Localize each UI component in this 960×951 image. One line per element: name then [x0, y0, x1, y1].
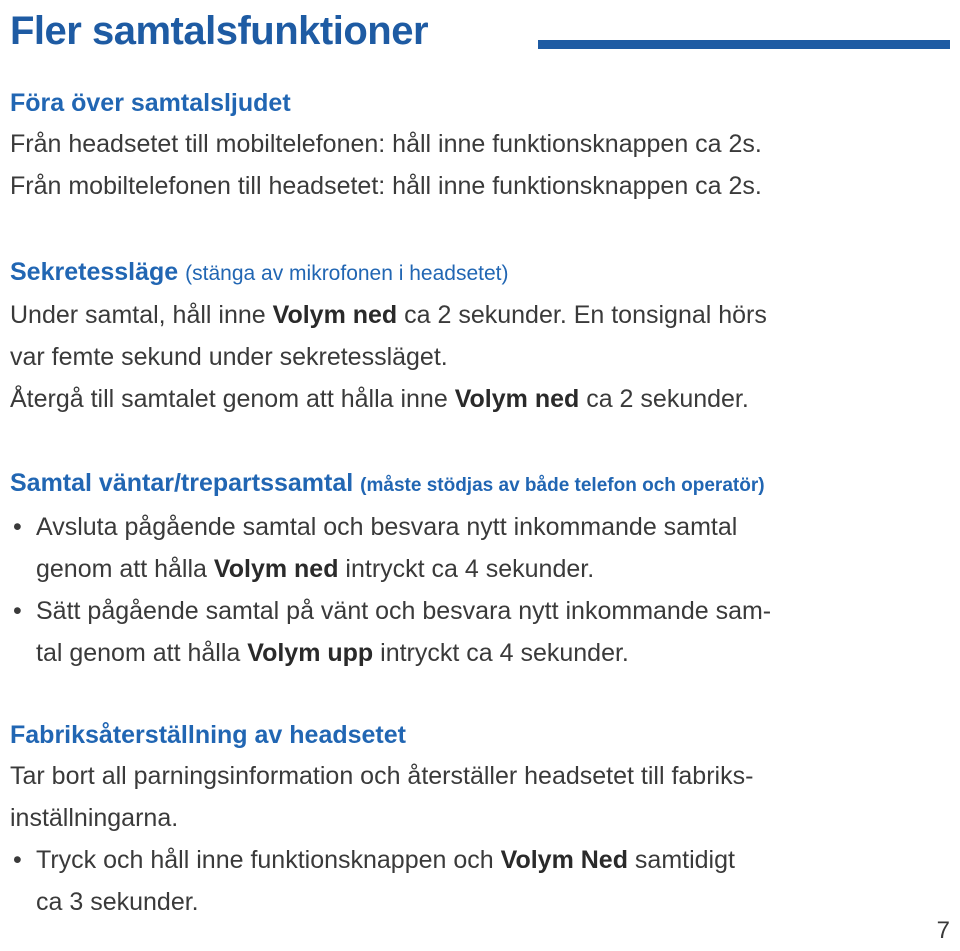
heading-text: Samtal väntar/trepartssamtal — [10, 469, 354, 497]
page-title: Fler samtalsfunktioner — [10, 9, 429, 53]
paragraph-line: Avsluta pågående samtal och besvara nytt inkommande samtal — [36, 513, 738, 541]
text-run: Tryck och håll inne funktionsknappen och — [36, 846, 501, 874]
paragraph-line: var femte sekund under sekretessläget. — [10, 343, 448, 371]
list-item — [10, 590, 950, 674]
heading-note: (stänga av mikrofonen i headsetet) — [185, 262, 509, 285]
page-number: 7 — [936, 917, 950, 944]
bullet-marker: • — [13, 846, 22, 874]
list-item — [10, 839, 950, 923]
paragraph-line: Sätt pågående samtal på vänt och besvara nytt inkommande sam- — [36, 597, 772, 625]
text-run: Under samtal, håll inne — [10, 301, 273, 329]
paragraph-line — [36, 839, 950, 881]
bullet-marker: • — [13, 597, 22, 625]
page-header — [10, 6, 950, 56]
section-mute-mode — [10, 252, 950, 420]
key-name: Volym ned — [272, 301, 398, 329]
list-item — [10, 506, 950, 590]
text-run: ca 2 sekunder. — [579, 385, 749, 413]
text-run: intryckt ca 4 sekunder. — [373, 639, 629, 667]
heading-note: (måste stödjas av både telefon och operatör) — [360, 475, 765, 496]
paragraph-line: Från mobiltelefonen till headsetet: håll inne funktionsknappen ca 2s. — [10, 172, 762, 200]
paragraph-line — [36, 632, 950, 674]
key-name: Volym Ned — [500, 846, 628, 874]
key-name: Volym ned — [454, 385, 580, 413]
key-name: Volym ned — [213, 555, 339, 583]
paragraph-line: ca 3 sekunder. — [36, 888, 199, 916]
section-heading: Föra över samtalsljudet — [10, 89, 291, 117]
text-run: Återgå till samtalet genom att hålla inne — [10, 385, 455, 413]
section-heading: Fabriksåterställning av headsetet — [10, 721, 406, 749]
paragraph-line: Från headsetet till mobiltelefonen: håll inne funktionsknappen ca 2s. — [10, 130, 762, 158]
key-name: Volym upp — [247, 639, 374, 667]
text-run: ca 2 sekunder. En tonsignal hörs — [397, 301, 767, 329]
document-page — [10, 0, 950, 951]
paragraph-line: inställningarna. — [10, 804, 179, 832]
heading-text: Sekretessläge — [10, 258, 179, 286]
text-run: genom att hålla — [36, 555, 214, 583]
paragraph-line: Tar bort all parningsinformation och återställer headsetet till fabriks- — [10, 762, 754, 790]
text-run: tal genom att hålla — [36, 639, 248, 667]
section-heading — [10, 252, 950, 294]
title-rule — [538, 40, 950, 49]
bullet-marker: • — [13, 513, 22, 541]
section-transfer-audio — [10, 83, 950, 207]
text-run: samtidigt — [627, 846, 735, 874]
paragraph-line — [10, 378, 950, 420]
text-run: intryckt ca 4 sekunder. — [338, 555, 595, 583]
section-heading — [10, 463, 950, 506]
section-factory-reset — [10, 715, 950, 923]
paragraph-line — [36, 548, 950, 590]
section-call-waiting — [10, 463, 950, 674]
paragraph-line — [10, 294, 950, 336]
